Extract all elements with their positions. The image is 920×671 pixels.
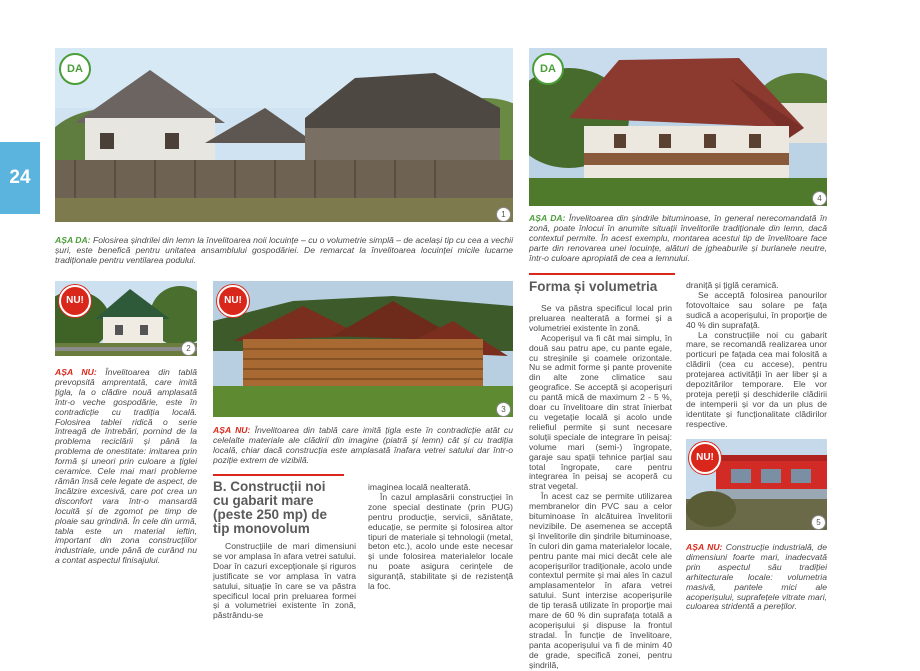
forma-column-1: Se va păstra specificul local prin preluarea nealterată a formei și a volumetriei existente în zonă. Acoperișul va fi cât mai simplu, în două sau patru ape, cu pante egale, cu streșinile și coamele orizontale. Nu se admit forme și pante provenite din alte zone climatice sau geografice. Se acceptă și acoperișuri cu pantă mică de maximum 2 - 5 %, doar cu învelitoare din strat înierbat cu vegetație locală și acolo unde reliefiul permite și sunt necesare soluții speciale de integrare în peisaj: volume mari (semi-) îngropate, garaje sau spații tehnice parțial sau total îngropate, care pentru integrarea în peisaj se acoperă cu strat vegetal. În acest caz se permite utilizarea membranelor din PVC sau a celor bituminoase în alcătuirea învelitorii nevizibile. De asemenea se acceptă și învelitorile din șindrile bituminoase, în culori din gama materialelor locale, pentru pante mai mici decât cele ale acoperișurilor tradiționale, acolo unde contextul permite și mai ales în cazul amplasamentelor în afara vetrei satului. Sunt interzise acoperișurile de tip terasă utilizate în proporție mai mare de 60 % din suprafața totală a acoperișului și dispuse la frontul stradal. În funcție de învelitoare, panta acoperișului va fi de minim 40 de grade, specifică zonei, pentru șindrilă, [529, 303, 672, 670]
photo-wooden-house-and-barn [55, 48, 513, 222]
nu-badge: NU! [689, 442, 721, 474]
section-divider [213, 474, 344, 476]
section-title-forma: Forma și volumetria [529, 279, 658, 294]
da-badge: DA [59, 53, 91, 85]
caption-photo-5: AȘA NU: Construcție industrială, de dimensiuni foarte mari, inadecvată prin aspectul său tradiției arhitecturale locale: volumetria masivă, pantele mici ale acoperișului, suprafețele vitrate mari, culoarea stridentă a pereților. [686, 542, 827, 612]
nu-badge: NU! [59, 285, 91, 317]
photo-number: 3 [496, 402, 511, 417]
section-divider [529, 273, 675, 275]
section-b-column-1: Construcțiile de mari dimensiuni se vor amplasa în afara vetrei satului. Doar în cazuri excepționale și riguros justificate se vor amplasa în vatra satului, situație în care se va păstra specificul local prin preluarea formei și a volumetriei existente în zonă, păstrându-se [213, 541, 356, 621]
caption-photo-2: AȘA NU: Învelitoarea din tablă prevopsită amprentată, care imită țigla, la o clădire nouă amplasată într-o veche gospodărie, este în contradicție cu tradiția locală. Folosirea tablei ridică o serie întreagă de întrebări, pornind de la problema reciclării și până la problema de onestitate: imitarea prin formă și uneori prin culoare a țiglei ceramice. Cele mai mari probleme rămân însă cele legate de aspect, de încălzire excesivă, care pot crea un disconfort vara într-o mansardă locuită și de zgomot pe timp de ploaie sau grindină. În cele din urmă, tabla este un material ieftin, important din zona construcțiilor industriale, unde până de curând nu a contat aspectul finisajului. [55, 367, 197, 566]
page-number: 24 [9, 167, 31, 188]
photo-log-building-metal-roof [213, 281, 513, 417]
photo-number: 1 [496, 207, 511, 222]
section-b-column-2: imaginea locală nealterată. În cazul amplasării construcției în zone special destinate (prin PUG) pentru producție, servicii, sănătate, educație, se permite și folosirea altor tipuri de materiale și tehnologii (metal, beton etc.), acolo unde este necesar și unde folosirea materialelor locale nu poate asigura cerințele de siguranță, stabilitate și de rezistență la foc. [368, 482, 513, 592]
photo-number: 4 [812, 191, 827, 206]
photo-number: 5 [811, 515, 826, 530]
caption-photo-1: AȘA DA: Folosirea șindrilei din lemn la învelitoarea noii locuințe – cu o volumetrie simplă – de același tip cu cea a vechii șuri, este benefică pentru unitatea ansamblului gospodăriei. De remarcat la învelitoarea locuinței micile lucarne tradiționale pentru ventilarea podului. [55, 235, 513, 265]
da-badge: DA [532, 53, 564, 85]
caption-photo-4: AȘA DA: Învelitoarea din șindrile bituminoase, în general nerecomandată în zonă, poate înlocui în anumite situații învelitorile tradiționale din lemn, dacă contextul permite. În acest exemplu, montarea acestui tip de învelitoare face parte din renovarea unei locuințe, alături de jgheaburile și burlanele neutre, într-o culoare apropiată de cea a lemnului. [529, 213, 827, 263]
section-title-b: B. Construcții noi cu gabarit mare (peste 250 mp) de tip monovolum [213, 479, 328, 536]
page-number-tab [0, 142, 40, 214]
photo-number: 2 [181, 341, 196, 356]
nu-badge: NU! [217, 285, 249, 317]
photo-renovated-house-bituminous-roof [529, 48, 827, 206]
caption-photo-3: AȘA NU: Învelitoarea din tablă care imită țigla este în contradicție atât cu celelalte materiale ale clădirii din imagine (piatră și lemn) cât și cu tradiția locală, chiar dacă construcția este amplasată înafara vetrei satului dar într-o poziție extrem de vizibilă. [213, 425, 513, 465]
forma-column-2: draniță și țiglă ceramică. Se acceptă folosirea panourilor fotovoltaice sau solare pe fața sudică a acoperișului, în proporție de 40 % din suprafață. La construcțiile noi cu gabarit mare, se recomandă realizarea unor porticuri pe fațada cea mai folosită a clădirii (cea cu accese), pentru protejarea activității în aer liber și a depozitărilor temporare. Ele vor proteja pereții și deschiderile clădirii de intemperii și vor da un plus de identitate și funcționalitate clădirilor respective. [686, 280, 827, 429]
